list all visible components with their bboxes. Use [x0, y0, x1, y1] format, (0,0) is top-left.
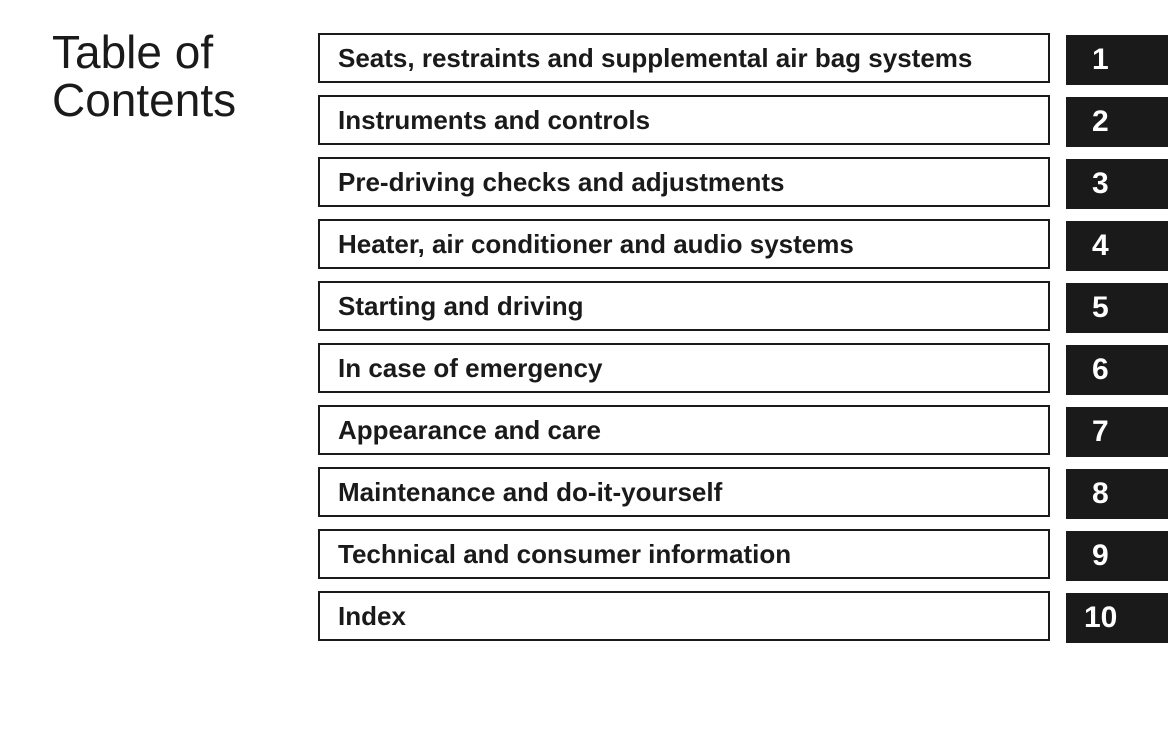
toc-chapter-number: 10 — [1084, 601, 1118, 634]
toc-chapter-number: 8 — [1092, 477, 1109, 510]
toc-entry-box[interactable] — [318, 343, 1050, 393]
page-title-line-1: Table of — [52, 26, 214, 78]
toc-entry-pre-driving-checks[interactable] — [318, 157, 1168, 207]
toc-entry-label: Maintenance and do-it-yourself — [338, 476, 723, 507]
toc-chapter-number: 5 — [1092, 291, 1109, 324]
toc-entry-box[interactable] — [318, 529, 1050, 579]
toc-chapter-tab[interactable] — [1066, 407, 1168, 457]
toc-entry-box[interactable] — [318, 219, 1050, 269]
toc-entry-box[interactable] — [318, 157, 1050, 207]
toc-entry-seats-restraints[interactable] — [318, 33, 1168, 83]
toc-chapter-number: 4 — [1092, 229, 1109, 262]
toc-chapter-number: 3 — [1092, 167, 1109, 200]
toc-chapter-number: 1 — [1092, 43, 1109, 76]
toc-entry-label: Heater, air conditioner and audio systems — [338, 228, 854, 259]
toc-chapter-tab[interactable] — [1066, 469, 1168, 519]
toc-chapter-number: 7 — [1092, 415, 1109, 448]
toc-entry-index[interactable] — [318, 591, 1168, 641]
toc-entry-maintenance[interactable] — [318, 467, 1168, 517]
toc-entry-emergency[interactable] — [318, 343, 1168, 393]
toc-entry-label: Instruments and controls — [338, 104, 651, 135]
toc-entry-label: Appearance and care — [338, 414, 602, 445]
page-title — [52, 28, 236, 124]
toc-entry-label: In case of emergency — [338, 352, 603, 383]
toc-entry-box[interactable] — [318, 281, 1050, 331]
toc-entry-starting-driving[interactable] — [318, 281, 1168, 331]
toc-chapter-tab[interactable] — [1066, 531, 1168, 581]
toc-entry-box[interactable] — [318, 95, 1050, 145]
toc-chapter-tab[interactable] — [1066, 35, 1168, 85]
toc-entry-label: Pre-driving checks and adjustments — [338, 166, 785, 197]
toc-entry-heater-audio[interactable] — [318, 219, 1168, 269]
toc-entry-label: Index — [338, 600, 406, 631]
toc-chapter-tab[interactable] — [1066, 97, 1168, 147]
page-title-line-2: Contents — [52, 74, 237, 126]
toc-entry-box[interactable] — [318, 467, 1050, 517]
toc-chapter-tab[interactable] — [1066, 593, 1168, 643]
toc-chapter-tab[interactable] — [1066, 283, 1168, 333]
toc-chapter-number: 6 — [1092, 353, 1109, 386]
toc-entry-label: Starting and driving — [338, 290, 584, 321]
toc-entry-technical-info[interactable] — [318, 529, 1168, 579]
toc-entry-box[interactable] — [318, 405, 1050, 455]
toc-entry-label: Technical and consumer information — [338, 538, 792, 569]
toc-chapter-number: 2 — [1092, 105, 1109, 138]
toc-entry-box[interactable] — [318, 591, 1050, 641]
toc-chapter-tab[interactable] — [1066, 345, 1168, 395]
toc-chapter-tab[interactable] — [1066, 159, 1168, 209]
toc-entry-appearance-care[interactable] — [318, 405, 1168, 455]
toc-entry-label: Seats, restraints and supplemental air bag systems — [338, 42, 973, 73]
toc-chapter-tab[interactable] — [1066, 221, 1168, 271]
table-of-contents-list — [318, 33, 1168, 653]
toc-entry-instruments-controls[interactable] — [318, 95, 1168, 145]
toc-entry-box[interactable] — [318, 33, 1050, 83]
toc-chapter-number: 9 — [1092, 539, 1109, 572]
